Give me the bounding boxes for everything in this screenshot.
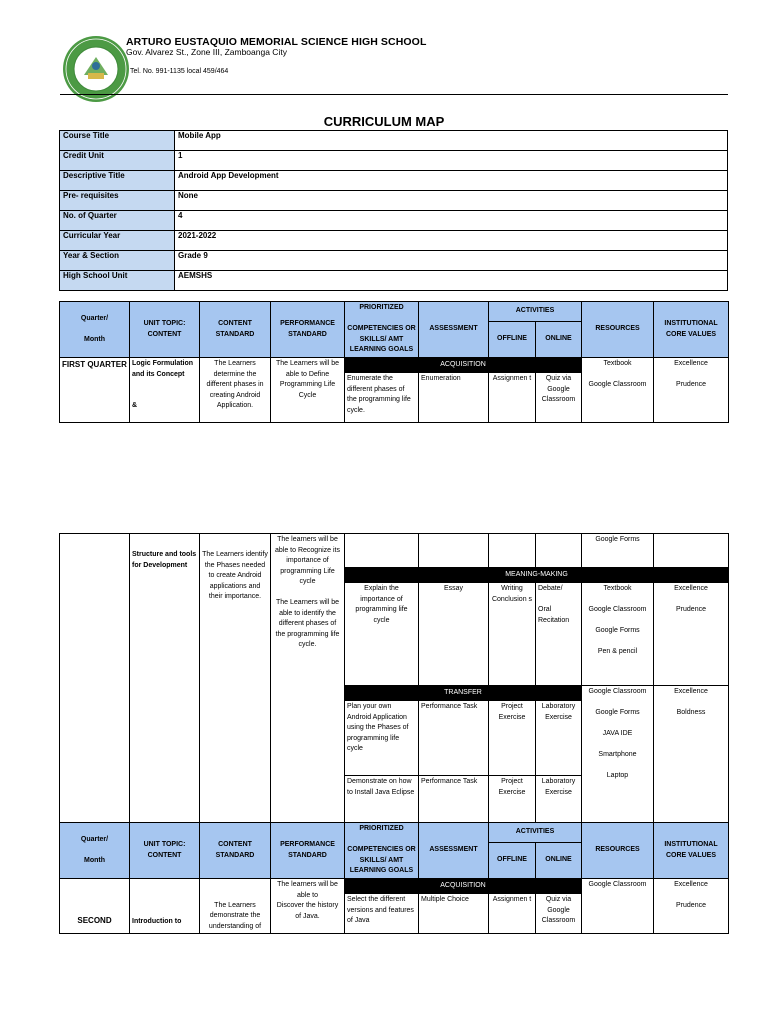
q2-competency: Select the different versions and features of Java [345, 894, 419, 934]
col-offline-header: OFFLINE [489, 843, 536, 879]
q1-resources: Textbook Google Classroom [582, 358, 654, 423]
info-row [60, 271, 728, 291]
blank-cell [419, 534, 489, 568]
col-quarter-header: Quarter/ Month [60, 823, 130, 879]
col-resources-header: RESOURCES [582, 302, 654, 358]
info-row [60, 191, 728, 211]
t2-online: Laboratory Exercise [536, 776, 582, 823]
q1-assessment: Enumeration [419, 373, 489, 423]
mm-assessment: Essay [419, 583, 489, 686]
info-value: 1 [175, 151, 728, 171]
document-title: CURRICULUM MAP [323, 114, 445, 129]
mm-competency: Explain the importance of programming life cycle [345, 583, 419, 686]
q2-resources: Google Classroom [582, 879, 654, 934]
info-value: 2021-2022 [175, 231, 728, 251]
col-activities-header: ACTIVITIES [489, 302, 582, 322]
mm-offline: Writing Conclusion s [489, 583, 536, 686]
info-row [60, 131, 728, 151]
info-row [60, 151, 728, 171]
q2-core-values: Excellence Prudence [654, 879, 729, 934]
col-content-standard-header: CONTENT STANDARD [200, 302, 271, 358]
q1-core-values: Excellence Prudence [654, 358, 729, 423]
info-row [60, 171, 728, 191]
band-acquisition: ACQUISITION [345, 879, 582, 894]
t2-offline: Project Exercise [489, 776, 536, 823]
mm-core-values: Excellence Prudence [654, 583, 729, 686]
info-value: Grade 9 [175, 251, 728, 271]
band-acquisition: ACQUISITION [345, 358, 582, 373]
school-telephone: Tel. No. 991-1135 local 459/464 [130, 68, 229, 75]
t2-competency: Demonstrate on how to Install Java Eclipse [345, 776, 419, 823]
header-divider [60, 94, 728, 95]
col-online-header: ONLINE [536, 843, 582, 879]
t1-online: Laboratory Exercise [536, 701, 582, 776]
transfer-core-values: Excellence Boldness [654, 686, 729, 823]
blank-cell [654, 534, 729, 568]
cont-quarter [60, 534, 130, 823]
q1-online: Quiz via Google Classroom [536, 373, 582, 423]
col-performance-standard-header: PERFORMANCE STANDARD [271, 302, 345, 358]
q1-competency: Enumerate the different phases of the programming life cycle. [345, 373, 419, 423]
info-label: Course Title [60, 131, 175, 151]
t1-competency: Plan your own Android Application using the Phases of programming life cycle [345, 701, 419, 776]
col-unit-topic-header: UNIT TOPIC: CONTENT [130, 302, 200, 358]
t1-assessment: Performance Task [419, 701, 489, 776]
col-content-standard-header: CONTENT STANDARD [200, 823, 271, 879]
curriculum-table-continued [59, 533, 729, 934]
info-row [60, 211, 728, 231]
col-performance-standard-header: PERFORMANCE STANDARD [271, 823, 345, 879]
course-info-table [59, 130, 728, 291]
band-meaning-making: MEANING-MAKING [345, 568, 729, 583]
info-label: Descriptive Title [60, 171, 175, 191]
col-core-values-header: INSTITUTIONAL CORE VALUES [654, 302, 729, 358]
curriculum-table-first-quarter [59, 301, 729, 423]
blank-cell [345, 534, 419, 568]
col-competencies-header: PRIORITIZED COMPETENCIES OR SKILLS/ AMT LEARNING GOALS [345, 823, 419, 879]
blank-cell [536, 534, 582, 568]
col-offline-header: OFFLINE [489, 322, 536, 358]
info-label: Curricular Year [60, 231, 175, 251]
col-assessment-header: ASSESSMENT [419, 823, 489, 879]
col-competencies-header: PRIORITIZED COMPETENCIES OR SKILLS/ AMT LEARNING GOALS [345, 302, 419, 358]
col-online-header: ONLINE [536, 322, 582, 358]
col-activities-header: ACTIVITIES [489, 823, 582, 843]
info-label: High School Unit [60, 271, 175, 291]
q2-content-standard: The Learners demonstrate the understanding of [200, 879, 271, 934]
school-seal-logo [62, 35, 130, 103]
info-value: 4 [175, 211, 728, 231]
cont-performance-standard: The learners will be able to Recognize its importance of programming Life cycle The Learners will be able to identify the different phases of the programming life cycle. [271, 534, 345, 823]
q2-offline: Assignmen t [489, 894, 536, 934]
t2-assessment: Performance Task [419, 776, 489, 823]
cont-resource-top: Google Forms [582, 534, 654, 568]
mm-online: Debate/ Oral Recitation [536, 583, 582, 686]
q1-unit-topic: Logic Formulation and its Concept & [130, 358, 200, 423]
info-label: Credit Unit [60, 151, 175, 171]
info-row [60, 231, 728, 251]
q2-unit-topic: Introduction to [130, 879, 200, 934]
q1-content-standard: The Learners determine the different phases in creating Android Application. [200, 358, 271, 423]
info-row [60, 251, 728, 271]
col-assessment-header: ASSESSMENT [419, 302, 489, 358]
info-value: Mobile App [175, 131, 728, 151]
q1-offline: Assignmen t [489, 373, 536, 423]
info-label: Pre- requisites [60, 191, 175, 211]
blank-cell [489, 534, 536, 568]
info-label: No. of Quarter [60, 211, 175, 231]
info-value: Android App Development [175, 171, 728, 191]
band-transfer: TRANSFER [345, 686, 582, 701]
q2-quarter: SECOND [60, 879, 130, 934]
q1-performance-standard: The Learners will be able to Define Programming Life Cycle [271, 358, 345, 423]
transfer-resources: Google Classroom Google Forms JAVA IDE Smartphone Laptop [582, 686, 654, 823]
t1-offline: Project Exercise [489, 701, 536, 776]
school-name: ARTURO EUSTAQUIO MEMORIAL SCIENCE HIGH SCHOOL [126, 36, 427, 48]
cont-unit-topic: Structure and tools for Development [130, 534, 200, 823]
col-core-values-header: INSTITUTIONAL CORE VALUES [654, 823, 729, 879]
info-label: Year & Section [60, 251, 175, 271]
col-quarter-header: Quarter/ Month [60, 302, 130, 358]
q1-quarter: FIRST QUARTER [60, 358, 130, 423]
school-address: Gov. Alvarez St., Zone III, Zamboanga City [126, 47, 287, 57]
col-unit-topic-header: UNIT TOPIC: CONTENT [130, 823, 200, 879]
mm-resources: Textbook Google Classroom Google Forms Pen & pencil [582, 583, 654, 686]
info-value: None [175, 191, 728, 211]
info-value: AEMSHS [175, 271, 728, 291]
q2-assessment: Multiple Choice [419, 894, 489, 934]
q2-online: Quiz via Google Classroom [536, 894, 582, 934]
q2-performance-standard: The learners will be able to Discover the history of Java. [271, 879, 345, 934]
cont-content-standard: The Learners identify the Phases needed to create Android applications and their importance. [200, 534, 271, 823]
col-resources-header: RESOURCES [582, 823, 654, 879]
